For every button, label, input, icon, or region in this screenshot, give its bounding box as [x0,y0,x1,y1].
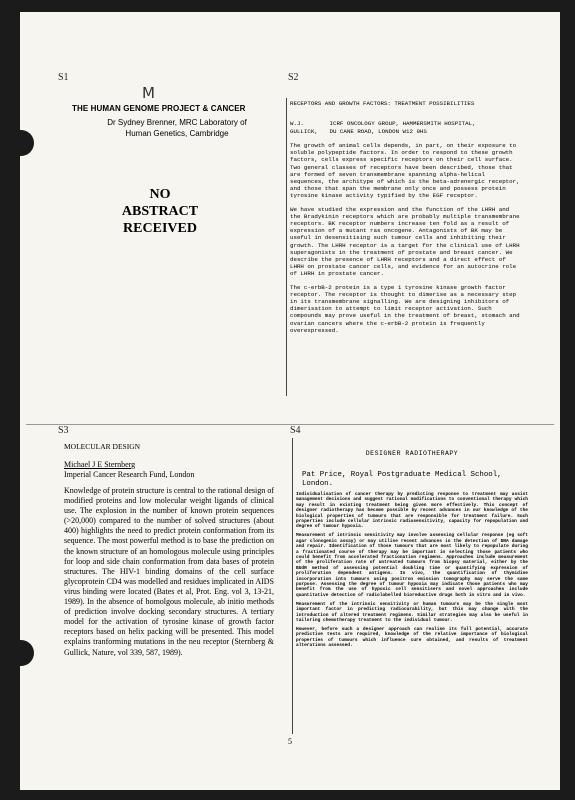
handwritten-mark: M [142,84,155,102]
s2-body [290,142,522,340]
s2-label: S2 [288,72,299,83]
s2-affiliation [329,120,475,136]
s2-affiliation-line2: DU CANE ROAD, LONDON W12 0HS [329,128,427,135]
s4-paragraph: Individualisation of cancer therapy by predicting response to treatment may assist management decisions and suggest rational modifications to conventional therapy which may result in existing treatment being given more effectively. This concept of designer radiotherapy has become possible by recent advances in our knowledge of the biological properties of tumours that are responsible for treatment failure. Such properties include cellular intrinsic radiosensitivity, capacity for repopulation and degree of tumour hypoxia. [296,492,528,530]
binder-hole [20,640,34,666]
document-page [20,12,560,790]
s2-paragraph: We have studied the expression and the function of the LHRH and the Bradykinin receptors which are probably multiple transmembrane receptors. BK receptor numbers increase ten fold as a result of expression of a mutant ras oncogene. Antagonists of BK may be useful in desensitising such tumour cells and inhibiting their growth. The LHRH receptor is a target for the clinical use of LHRH superagonists in the treatment of prostate and breast cancer. We describe the presence of LHRH receptors and a direct effect of LHRH on prostate cancer cells, and evidence for an autocrine role of LHRH in prostate cancer. [290,205,520,278]
page-number: 5 [288,737,292,746]
s3-label: S3 [58,425,69,436]
s4-paragraph: However, before such a designer approach can realise its full potential, accurate predictive tests are required, knowledge of the relative importance of biological properties of tumours which influence cure obtained, and results of treatment alterations assessed. [296,626,528,649]
s3-affiliation: Imperial Cancer Research Fund, London [64,470,195,479]
s2-affiliation-line1: ICRF ONCOLOGY GROUP, HAMMERSMITH HOSPITAL, [329,120,476,127]
s1-author-line1: Dr Sydney Brenner, MRC Laboratory of [107,118,247,127]
s4-body [296,492,528,652]
s1-author-line2: Human Genetics, Cambridge [125,129,229,138]
no-abstract-line3: RECEIVED [123,221,197,236]
s1-title: THE HUMAN GENOME PROJECT & CANCER [72,104,246,113]
s4-title: DESIGNER RADIOTHERAPY [365,450,459,457]
s3-author: Michael J E Sternberg [64,460,136,469]
s1-label: S1 [58,72,69,83]
s2-paragraph: The growth of animal cells depends, in part, on their exposure to soluble polypeptide factors. In order to respond to these growth factors, cells express specific receptors on their cell surface. Two general classes of receptors have been described, those that are formed of seven transmembrane spanning alpha-helical sequences, the architype of which is the beta-adrenergic receptor, and those that span the membrane only once and possess protein tyrosine kinase activity typified by the EGF receptor. [290,142,520,200]
s4-author-line1: Pat Price, Royal Postgraduate Medical School, [302,471,502,479]
s2-paragraph: The c-erbB-2 protein is a type 1 tyrosine kinase growth factor receptor. The receptor is thought to dimerise as a necessary step in its transmembrane signalling. We are designing inhibitors of dimerisation to attempt to limit receptor activation. Such compounds may prove useful in the treatment of breast, stomach and ovarian cancers where the c-erbB-2 protein is frequently overexpressed. [290,283,520,334]
s2-author-block [290,120,476,136]
s4-paragraph: Measurement of intrinsic sensitivity may involve assessing cellular response (eg soft agar clonogenic assay) or may utilise recent advances in the detection of DNA damage and repair. Identification of those tumours that are most likely to repopulate during a fractionated course of therapy may be important in selecting those patients who could benefit from accelerated fractionation regimens. Approaches include measurement of the proliferation rate of untreated tumours from biopsy material, either by the BUdR method of assessing potential doubling time or quantifying expression of proliferation dependent antigens. In vivo, the quantification of thymidine incorporation into tumours using positron emission tomography may serve the same purpose. Assessing the degree of tumour hypoxia may indicate those patients who may benefit from the use of hypoxic cell sensitisers and novel approaches include quantitative detection of radiolabelled bioreductive drugs both in vitro and in vivo. [296,533,528,598]
s3-body: Knowledge of protein structure is central to the rational design of modified proteins and low molecular weight ligands of clinical use. The explosion in the number of known protein sequences (>20,000) compared to the number of solved structures (about 400) highlights the need to predict protein conformation from its sequence. The most powerful method is to base the prediction on the known structure of an homologous molecule using principles for loop and side chain conformation from data bases of protein structures. The HIV-1 binding domains of the cell surface glycoprotein CD4 was modelled and residues implicated in AIDS virus binding were located (Bates et al, Prot. Eng. vol 3, 13-21, 1989). In the absence of homolgous molecule, ab initio methods of prediction involve docking secondary structures. A tertiary model for the activation of tyrosine kinase of growth factor receptors based on helix packing will be presented. This model explains tranforming mutations in the neu receptor (Sternberg & Gullick, Nature, vol 339, 587, 1989). [64,486,274,657]
s4-label: S4 [290,425,301,436]
s1-author [72,117,282,139]
binder-hole [20,130,34,156]
no-abstract-notice [90,186,230,237]
s4-paragraph: Measurement of the intrinsic sensitivity or human tumours may be the single most important factor in predicting radiocurability, but this may change with the introduction of altered treatment regimens. Similar strategies may also be useful in tailoring chemotherapy treatment to the individual tumour. [296,601,528,623]
s2-author-name: W.J. GULLICK, [290,120,318,135]
s4-author [302,471,522,489]
no-abstract-line2: ABSTRACT [121,204,199,219]
s4-author-line2: London. [302,480,334,488]
no-abstract-line1: NO [149,187,171,202]
s2-title: RECEPTORS AND GROWTH FACTORS: TREATMENT POSSIBILITIES [290,100,475,107]
s3-title: MOLECULAR DESIGN [64,442,141,451]
